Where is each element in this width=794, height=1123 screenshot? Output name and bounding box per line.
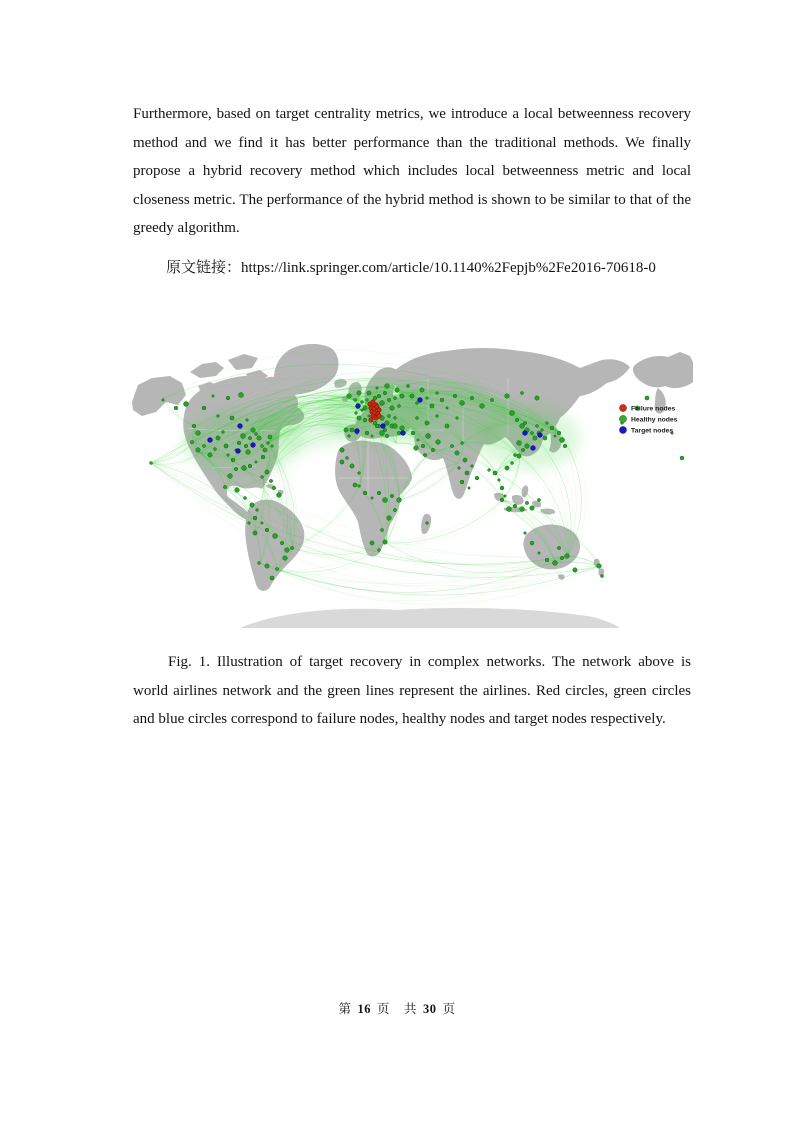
healthy-node <box>538 552 540 554</box>
healthy-node <box>261 455 265 459</box>
healthy-node <box>261 445 264 448</box>
target-node <box>418 398 423 403</box>
healthy-node <box>253 531 257 535</box>
healthy-node <box>265 564 269 568</box>
legend-label-healthy: Healthy nodes <box>631 416 678 424</box>
healthy-node <box>231 458 235 462</box>
healthy-node <box>371 497 373 499</box>
healthy-node <box>436 415 439 418</box>
airline-route <box>386 500 503 544</box>
healthy-node <box>378 549 381 552</box>
healthy-node <box>350 464 354 468</box>
healthy-node <box>340 448 344 452</box>
healthy-node <box>513 504 517 508</box>
healthy-node <box>257 436 261 440</box>
healthy-node <box>488 469 491 472</box>
healthy-node <box>390 494 394 498</box>
healthy-node <box>465 471 469 475</box>
healthy-node <box>253 516 257 520</box>
healthy-node <box>490 398 493 401</box>
healthy-node <box>376 387 378 389</box>
healthy-node <box>283 556 288 561</box>
healthy-node <box>600 574 603 577</box>
healthy-node <box>393 424 398 429</box>
healthy-node <box>414 446 419 451</box>
failure-node <box>377 414 381 418</box>
healthy-node <box>545 558 549 562</box>
healthy-node <box>358 472 361 475</box>
healthy-node <box>346 457 349 460</box>
healthy-node <box>500 498 504 502</box>
healthy-node <box>387 414 390 417</box>
target-node <box>238 424 243 429</box>
healthy-node <box>380 528 383 531</box>
healthy-node <box>468 487 470 489</box>
healthy-node <box>410 394 414 398</box>
healthy-node <box>256 509 259 512</box>
healthy-node <box>537 498 540 501</box>
healthy-node <box>196 431 201 436</box>
healthy-node <box>680 456 684 460</box>
healthy-node <box>224 444 228 448</box>
healthy-node <box>239 393 244 398</box>
healthy-node <box>515 418 519 422</box>
healthy-node <box>254 432 257 435</box>
healthy-node <box>460 480 464 484</box>
healthy-node <box>385 421 390 426</box>
healthy-node <box>365 431 369 435</box>
healthy-node <box>521 448 524 451</box>
healthy-node <box>196 448 201 453</box>
healthy-node <box>263 448 267 452</box>
healthy-node <box>423 453 426 456</box>
healthy-node <box>507 507 512 512</box>
healthy-node <box>246 450 251 455</box>
source-link-label: 原文链接： <box>166 260 242 276</box>
target-legend-dot-icon <box>619 426 626 433</box>
legend-item-target <box>619 426 673 434</box>
target-node <box>251 443 256 448</box>
healthy-node <box>244 444 248 448</box>
target-node <box>236 449 241 454</box>
healthy-node <box>597 564 602 569</box>
healthy-node <box>394 417 397 420</box>
target-node <box>531 446 536 451</box>
healthy-node <box>202 444 205 447</box>
target-node <box>401 431 406 436</box>
airline-route <box>386 500 503 543</box>
healthy-node <box>357 416 361 420</box>
healthy-node <box>226 396 230 400</box>
healthy-node <box>290 546 293 549</box>
healthy-node <box>380 401 385 406</box>
healthy-node <box>543 436 547 440</box>
healthy-node <box>268 435 272 439</box>
healthy-node <box>397 431 400 434</box>
healthy-node <box>208 453 212 457</box>
airline-route <box>278 556 568 584</box>
healthy-node <box>450 444 453 447</box>
continent-shape <box>633 352 693 388</box>
healthy-node <box>416 402 419 405</box>
healthy-node <box>645 396 649 400</box>
healthy-node <box>192 424 196 428</box>
healthy-node <box>517 454 521 458</box>
footer-total-pages: 30 <box>423 1002 437 1016</box>
healthy-node <box>505 466 509 470</box>
healthy-node <box>471 465 474 468</box>
healthy-node <box>461 442 464 445</box>
healthy-node <box>426 397 429 400</box>
healthy-node <box>504 495 506 497</box>
healthy-node <box>277 493 282 498</box>
healthy-node <box>436 392 439 395</box>
target-node <box>523 431 528 436</box>
healthy-node <box>530 541 534 545</box>
healthy-node <box>560 556 564 560</box>
healthy-node <box>272 486 276 490</box>
footer-unit2: 页 <box>442 1002 456 1016</box>
healthy-node <box>255 461 257 463</box>
healthy-node <box>530 431 533 434</box>
healthy-node <box>366 399 369 402</box>
healthy-node <box>269 479 272 482</box>
healthy-node <box>350 428 354 432</box>
healthy-node <box>500 486 504 490</box>
healthy-node <box>353 483 357 487</box>
healthy-node <box>535 396 539 400</box>
figure-world-airline-map <box>128 338 698 628</box>
continent-shape <box>132 376 186 416</box>
healthy-node <box>525 501 528 504</box>
footer-prefix: 第 <box>338 1002 352 1016</box>
healthy-node <box>353 398 356 401</box>
healthy-node <box>387 516 392 521</box>
healthy-node <box>355 412 358 415</box>
healthy-node <box>265 528 269 532</box>
healthy-legend-dot-icon <box>619 415 626 422</box>
healthy-node <box>421 444 425 448</box>
healthy-node <box>361 409 364 412</box>
healthy-node <box>375 424 379 428</box>
healthy-node <box>510 411 515 416</box>
legend-label-failure: Failure nodes <box>631 405 676 413</box>
healthy-node <box>357 391 361 395</box>
healthy-node <box>430 404 434 408</box>
healthy-node <box>250 503 254 507</box>
healthy-node <box>513 453 516 456</box>
continent-shape <box>228 354 258 370</box>
antarctica-shape <box>240 608 620 628</box>
healthy-node <box>463 458 467 462</box>
healthy-node <box>553 561 558 566</box>
healthy-node <box>363 491 367 495</box>
healthy-node <box>511 462 514 465</box>
page-footer <box>0 999 794 1017</box>
failure-node <box>369 418 373 422</box>
healthy-node <box>524 532 527 535</box>
healthy-node <box>202 406 206 410</box>
healthy-node <box>456 417 459 420</box>
footer-page-number: 16 <box>357 1002 371 1016</box>
healthy-node <box>227 454 230 457</box>
healthy-node <box>517 441 522 446</box>
healthy-node <box>251 428 256 433</box>
healthy-node <box>212 395 214 397</box>
healthy-node <box>406 384 409 387</box>
healthy-node <box>393 396 396 399</box>
healthy-node <box>436 440 441 445</box>
healthy-node <box>426 434 431 439</box>
footer-unit: 页 <box>376 1002 390 1016</box>
healthy-node <box>390 406 395 411</box>
healthy-node <box>498 479 501 482</box>
healthy-node <box>280 541 284 545</box>
legend-label-target: Target nodes <box>631 427 674 435</box>
healthy-node <box>546 422 549 425</box>
healthy-node <box>285 548 290 553</box>
healthy-node <box>258 562 261 565</box>
healthy-node <box>470 396 474 400</box>
healthy-node <box>541 429 544 432</box>
healthy-node <box>458 467 461 470</box>
healthy-node <box>480 404 485 409</box>
healthy-node <box>358 485 361 488</box>
healthy-node <box>363 406 367 410</box>
healthy-node <box>237 441 241 445</box>
healthy-node <box>184 402 189 407</box>
healthy-node <box>550 426 554 430</box>
healthy-node <box>248 464 252 468</box>
healthy-node <box>557 546 560 549</box>
healthy-node <box>347 394 352 399</box>
healthy-node <box>367 391 371 395</box>
healthy-node <box>455 451 459 455</box>
healthy-node <box>370 541 374 545</box>
footer-conjunction: 共 <box>404 1002 418 1016</box>
healthy-node <box>460 401 465 406</box>
healthy-node <box>377 491 381 495</box>
healthy-node <box>385 384 390 389</box>
healthy-node <box>190 440 193 443</box>
healthy-node <box>417 439 419 441</box>
healthy-node <box>150 462 153 465</box>
healthy-node <box>380 431 385 436</box>
healthy-node <box>530 506 535 511</box>
source-link-line <box>133 254 733 283</box>
healthy-node <box>230 416 234 420</box>
healthy-node <box>565 554 570 559</box>
healthy-node <box>493 471 497 475</box>
target-node <box>356 404 361 409</box>
healthy-node <box>348 435 351 438</box>
healthy-node <box>525 444 530 449</box>
healthy-node <box>371 435 373 437</box>
healthy-node <box>243 496 246 499</box>
healthy-node <box>563 444 567 448</box>
healthy-node <box>248 522 251 525</box>
healthy-node <box>214 448 217 451</box>
world-map-svg <box>128 338 698 628</box>
healthy-node <box>445 424 449 428</box>
healthy-node <box>242 466 247 471</box>
healthy-node <box>536 425 539 428</box>
failure-legend-dot-icon <box>619 404 626 411</box>
healthy-node <box>397 498 402 503</box>
healthy-node <box>344 428 348 432</box>
healthy-node <box>368 415 370 417</box>
healthy-node <box>557 431 561 435</box>
healthy-node <box>573 568 577 572</box>
healthy-node <box>273 534 278 539</box>
healthy-node <box>523 421 526 424</box>
healthy-node <box>446 407 448 409</box>
healthy-node <box>393 508 396 511</box>
healthy-node <box>234 467 238 471</box>
healthy-node <box>453 394 457 398</box>
healthy-node <box>383 498 388 503</box>
healthy-node <box>387 398 390 401</box>
healthy-node <box>222 431 225 434</box>
healthy-node <box>400 426 405 431</box>
healthy-node <box>505 394 510 399</box>
healthy-node <box>554 435 556 437</box>
healthy-node <box>217 415 220 418</box>
healthy-node <box>162 399 164 401</box>
target-node <box>355 429 360 434</box>
healthy-node <box>425 421 429 425</box>
legend-item-failure <box>619 404 675 412</box>
healthy-node <box>383 540 387 544</box>
healthy-node <box>223 485 226 488</box>
continent-shape <box>190 362 224 378</box>
healthy-node <box>265 470 269 474</box>
healthy-node <box>270 576 274 580</box>
healthy-node <box>174 406 178 410</box>
healthy-node <box>275 567 278 570</box>
abstract-paragraph: Furthermore, based on target centrality metrics, we introduce a local betweenness recovery method and we find it has better performance than the traditional methods. We finally propose a hybrid recovery method which includes local betweenness metric and local closeness metric. The performance of the hybrid method is shown to be similar to that of the greedy algorithm. <box>133 106 691 237</box>
source-link-url[interactable]: https://link.springer.com/article/10.1140%2Fepjb%2Fe2016-70618-0 <box>241 260 656 276</box>
healthy-node <box>361 401 364 404</box>
healthy-node <box>431 448 435 452</box>
healthy-node <box>377 394 381 398</box>
target-node <box>381 424 386 429</box>
healthy-node <box>235 488 240 493</box>
healthy-node <box>385 434 389 438</box>
healthy-node <box>520 507 525 512</box>
healthy-node <box>475 476 479 480</box>
target-node <box>208 438 213 443</box>
healthy-node <box>261 476 264 479</box>
healthy-node <box>216 436 220 440</box>
healthy-node <box>340 460 344 464</box>
healthy-node <box>228 474 233 479</box>
healthy-node <box>248 436 251 439</box>
healthy-node <box>520 391 523 394</box>
healthy-node <box>267 442 270 445</box>
healthy-node <box>400 394 404 398</box>
healthy-node <box>261 522 263 524</box>
healthy-node <box>383 391 387 395</box>
airline-route <box>386 500 503 543</box>
healthy-node <box>363 418 367 422</box>
healthy-node <box>395 388 399 392</box>
healthy-node <box>426 522 429 525</box>
healthy-node <box>398 405 401 408</box>
legend-item-healthy <box>619 415 677 423</box>
healthy-node <box>416 417 419 420</box>
healthy-node <box>271 445 274 448</box>
healthy-node <box>420 388 424 392</box>
healthy-node <box>246 419 249 422</box>
healthy-node <box>533 436 537 440</box>
failure-node <box>377 408 381 412</box>
healthy-node <box>241 434 246 439</box>
healthy-node <box>411 431 415 435</box>
figure-caption: Fig. 1. Illustration of target recovery in complex networks. The network above is world airlines network and the green lines represent the airlines. Red circles, green circles and blue circles correspond to failure nodes, healthy nodes and target nodes respectively. <box>133 654 691 728</box>
healthy-node <box>560 438 565 443</box>
target-node <box>538 433 543 438</box>
healthy-node <box>440 398 444 402</box>
healthy-node <box>373 396 377 400</box>
